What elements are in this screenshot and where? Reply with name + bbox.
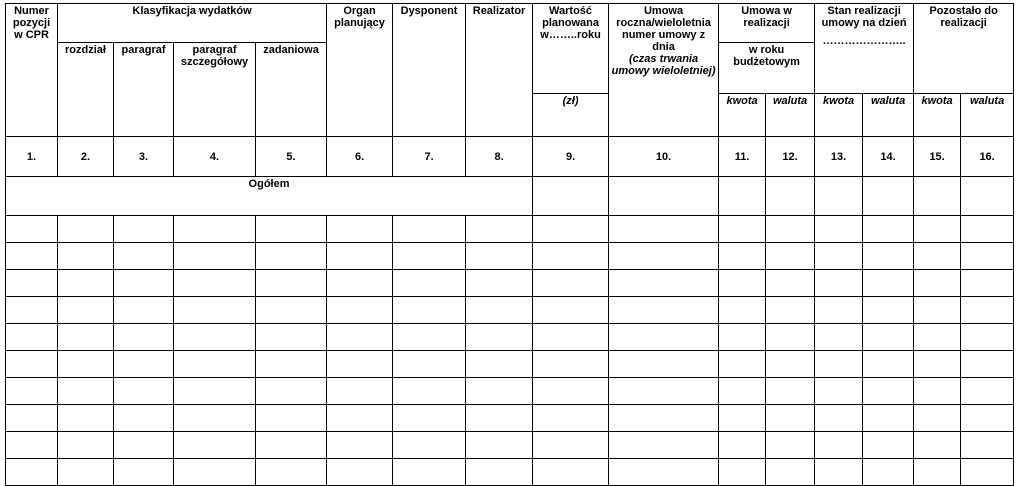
table-row — [6, 459, 1014, 486]
column-number: 15. — [914, 137, 961, 177]
column-number: 4. — [174, 137, 256, 177]
empty-cell[interactable] — [719, 324, 766, 351]
empty-cell[interactable] — [914, 324, 961, 351]
empty-cell[interactable] — [914, 351, 961, 378]
empty-cell[interactable] — [766, 324, 815, 351]
table-row — [6, 432, 1014, 459]
header-waluta: waluta — [863, 94, 914, 137]
column-number: 10. — [609, 137, 719, 177]
empty-cell[interactable] — [815, 378, 863, 405]
empty-cell[interactable] — [58, 459, 114, 486]
empty-cell[interactable] — [327, 297, 393, 324]
table-row — [6, 324, 1014, 351]
empty-cell[interactable] — [766, 243, 815, 270]
empty-cell[interactable] — [393, 243, 466, 270]
empty-cell[interactable] — [327, 216, 393, 243]
empty-cell[interactable] — [327, 405, 393, 432]
empty-cell[interactable] — [174, 324, 256, 351]
empty-cell[interactable] — [533, 351, 609, 378]
column-number: 11. — [719, 137, 766, 177]
empty-cell[interactable] — [766, 351, 815, 378]
empty-cell[interactable] — [533, 243, 609, 270]
empty-cell[interactable] — [719, 432, 766, 459]
empty-cell[interactable] — [114, 216, 174, 243]
empty-cell[interactable] — [815, 216, 863, 243]
empty-cell[interactable] — [174, 405, 256, 432]
empty-cell[interactable] — [327, 270, 393, 297]
empty-cell[interactable] — [961, 297, 1014, 324]
empty-cell[interactable] — [533, 270, 609, 297]
empty-cell[interactable] — [256, 405, 327, 432]
empty-cell[interactable] — [961, 243, 1014, 270]
empty-cell[interactable] — [466, 378, 533, 405]
table-row — [6, 216, 1014, 243]
table-body — [6, 216, 1014, 486]
header-pozostalo: Pozostało do realizacji — [914, 4, 1014, 94]
total-cell — [863, 177, 914, 216]
empty-cell[interactable] — [719, 243, 766, 270]
empty-cell[interactable] — [961, 324, 1014, 351]
empty-cell[interactable] — [256, 270, 327, 297]
empty-cell[interactable] — [114, 378, 174, 405]
empty-cell[interactable] — [256, 459, 327, 486]
empty-cell[interactable] — [327, 432, 393, 459]
empty-cell[interactable] — [58, 270, 114, 297]
empty-cell[interactable] — [58, 297, 114, 324]
column-number: 2. — [58, 137, 114, 177]
empty-cell[interactable] — [609, 432, 719, 459]
empty-cell[interactable] — [114, 324, 174, 351]
header-waluta: waluta — [961, 94, 1014, 137]
empty-cell[interactable] — [6, 243, 58, 270]
empty-cell[interactable] — [6, 351, 58, 378]
empty-cell[interactable] — [466, 432, 533, 459]
empty-cell[interactable] — [609, 459, 719, 486]
empty-cell[interactable] — [174, 270, 256, 297]
empty-cell[interactable] — [609, 405, 719, 432]
table-row — [6, 351, 1014, 378]
empty-cell[interactable] — [914, 459, 961, 486]
empty-cell[interactable] — [719, 459, 766, 486]
empty-cell[interactable] — [863, 378, 914, 405]
header-wartosc: Wartość planowana w……..roku — [533, 4, 609, 94]
header-umowa-duration: (czas trwania umowy wieloletniej) — [611, 53, 716, 77]
empty-cell[interactable] — [466, 459, 533, 486]
empty-cell[interactable] — [6, 405, 58, 432]
empty-cell[interactable] — [58, 243, 114, 270]
empty-cell[interactable] — [719, 216, 766, 243]
header-kwota: kwota — [914, 94, 961, 137]
total-cell — [914, 177, 961, 216]
header-numer: Numer pozycji w CPR — [6, 4, 58, 137]
empty-cell[interactable] — [533, 432, 609, 459]
empty-cell[interactable] — [256, 216, 327, 243]
empty-cell[interactable] — [609, 351, 719, 378]
column-number: 8. — [466, 137, 533, 177]
empty-cell[interactable] — [609, 297, 719, 324]
total-label: Ogółem — [6, 177, 533, 216]
header-umowa — [609, 4, 719, 137]
empty-cell[interactable] — [815, 432, 863, 459]
empty-cell[interactable] — [815, 297, 863, 324]
header-dysponent: Dysponent — [393, 4, 466, 137]
empty-cell[interactable] — [609, 216, 719, 243]
empty-cell[interactable] — [815, 324, 863, 351]
empty-cell[interactable] — [58, 405, 114, 432]
empty-cell[interactable] — [114, 351, 174, 378]
empty-cell[interactable] — [327, 459, 393, 486]
empty-cell[interactable] — [961, 459, 1014, 486]
column-number: 13. — [815, 137, 863, 177]
empty-cell[interactable] — [719, 405, 766, 432]
empty-cell[interactable] — [961, 270, 1014, 297]
empty-cell[interactable] — [719, 351, 766, 378]
empty-cell[interactable] — [815, 270, 863, 297]
empty-cell[interactable] — [256, 297, 327, 324]
empty-cell[interactable] — [914, 432, 961, 459]
empty-cell[interactable] — [961, 378, 1014, 405]
empty-cell[interactable] — [6, 297, 58, 324]
header-umowa-w-realizacji: Umowa w realizacji — [719, 4, 815, 43]
column-number: 3. — [114, 137, 174, 177]
empty-cell[interactable] — [914, 378, 961, 405]
empty-cell[interactable] — [174, 459, 256, 486]
empty-cell[interactable] — [58, 216, 114, 243]
empty-cell[interactable] — [114, 243, 174, 270]
empty-cell[interactable] — [766, 459, 815, 486]
empty-cell[interactable] — [393, 324, 466, 351]
empty-cell[interactable] — [863, 432, 914, 459]
empty-cell[interactable] — [114, 405, 174, 432]
empty-cell[interactable] — [914, 297, 961, 324]
empty-cell[interactable] — [766, 378, 815, 405]
empty-cell[interactable] — [256, 324, 327, 351]
empty-cell[interactable] — [466, 324, 533, 351]
header-realizator: Realizator — [466, 4, 533, 137]
empty-cell[interactable] — [58, 432, 114, 459]
empty-cell[interactable] — [961, 405, 1014, 432]
empty-cell[interactable] — [174, 351, 256, 378]
empty-cell[interactable] — [58, 324, 114, 351]
empty-cell[interactable] — [609, 243, 719, 270]
column-number: 12. — [766, 137, 815, 177]
empty-cell[interactable] — [533, 324, 609, 351]
empty-cell[interactable] — [914, 243, 961, 270]
empty-cell[interactable] — [6, 459, 58, 486]
empty-cell[interactable] — [766, 297, 815, 324]
empty-cell[interactable] — [766, 432, 815, 459]
empty-cell[interactable] — [815, 405, 863, 432]
empty-cell[interactable] — [863, 297, 914, 324]
empty-cell[interactable] — [256, 432, 327, 459]
header-w-roku: w roku budżetowym — [719, 43, 815, 94]
empty-cell[interactable] — [815, 243, 863, 270]
empty-cell[interactable] — [6, 324, 58, 351]
empty-cell[interactable] — [6, 432, 58, 459]
empty-cell[interactable] — [393, 432, 466, 459]
empty-cell[interactable] — [815, 459, 863, 486]
header-waluta: waluta — [766, 94, 815, 137]
empty-cell[interactable] — [914, 270, 961, 297]
empty-cell[interactable] — [174, 216, 256, 243]
empty-cell[interactable] — [863, 351, 914, 378]
empty-cell[interactable] — [863, 405, 914, 432]
empty-cell[interactable] — [961, 216, 1014, 243]
empty-cell[interactable] — [256, 378, 327, 405]
empty-cell[interactable] — [58, 378, 114, 405]
header-kwota: kwota — [719, 94, 766, 137]
empty-cell[interactable] — [863, 270, 914, 297]
header-zadaniowa: zadaniowa — [256, 43, 327, 137]
empty-cell[interactable] — [766, 216, 815, 243]
total-cell — [533, 177, 609, 216]
empty-cell[interactable] — [393, 351, 466, 378]
empty-cell[interactable] — [815, 351, 863, 378]
empty-cell[interactable] — [863, 459, 914, 486]
empty-cell[interactable] — [6, 216, 58, 243]
empty-cell[interactable] — [174, 432, 256, 459]
header-paragraf: paragraf — [114, 43, 174, 137]
empty-cell[interactable] — [766, 270, 815, 297]
empty-cell[interactable] — [609, 324, 719, 351]
column-number: 14. — [863, 137, 914, 177]
empty-cell[interactable] — [327, 378, 393, 405]
header-stan — [815, 4, 914, 94]
table-row — [6, 405, 1014, 432]
empty-cell[interactable] — [466, 351, 533, 378]
empty-cell[interactable] — [256, 351, 327, 378]
empty-cell[interactable] — [256, 243, 327, 270]
total-cell — [766, 177, 815, 216]
empty-cell[interactable] — [6, 270, 58, 297]
column-number: 9. — [533, 137, 609, 177]
empty-cell[interactable] — [961, 351, 1014, 378]
expense-table — [5, 3, 1014, 486]
empty-cell[interactable] — [6, 378, 58, 405]
header-klasyfikacja: Klasyfikacja wydatków — [58, 4, 327, 43]
empty-cell[interactable] — [863, 324, 914, 351]
empty-cell[interactable] — [533, 216, 609, 243]
empty-cell[interactable] — [914, 405, 961, 432]
empty-cell[interactable] — [58, 351, 114, 378]
empty-cell[interactable] — [393, 378, 466, 405]
empty-cell[interactable] — [719, 270, 766, 297]
empty-cell[interactable] — [114, 432, 174, 459]
total-cell — [609, 177, 719, 216]
column-number: 16. — [961, 137, 1014, 177]
empty-cell[interactable] — [609, 270, 719, 297]
column-number: 5. — [256, 137, 327, 177]
empty-cell[interactable] — [533, 459, 609, 486]
empty-cell[interactable] — [863, 243, 914, 270]
header-paragraf-szczegolowy: paragraf szczegółowy — [174, 43, 256, 137]
empty-cell[interactable] — [766, 405, 815, 432]
empty-cell[interactable] — [533, 378, 609, 405]
empty-cell[interactable] — [533, 405, 609, 432]
empty-cell[interactable] — [327, 243, 393, 270]
empty-cell[interactable] — [719, 297, 766, 324]
empty-cell[interactable] — [609, 378, 719, 405]
empty-cell[interactable] — [114, 297, 174, 324]
header-rozdzial: rozdział — [58, 43, 114, 137]
table-row — [6, 243, 1014, 270]
empty-cell[interactable] — [393, 297, 466, 324]
empty-cell[interactable] — [719, 378, 766, 405]
table-row — [6, 378, 1014, 405]
empty-cell[interactable] — [533, 297, 609, 324]
header-stan-dots: ………………….. — [822, 35, 906, 47]
empty-cell[interactable] — [466, 243, 533, 270]
empty-cell[interactable] — [466, 405, 533, 432]
column-number: 6. — [327, 137, 393, 177]
table-row — [6, 297, 1014, 324]
header-stan-label: Stan realizacji umowy na dzień — [821, 5, 907, 29]
table-row — [6, 270, 1014, 297]
empty-cell[interactable] — [466, 270, 533, 297]
column-number: 7. — [393, 137, 466, 177]
empty-cell[interactable] — [393, 270, 466, 297]
header-kwota: kwota — [815, 94, 863, 137]
empty-cell[interactable] — [174, 243, 256, 270]
header-wartosc-unit: (zł) — [533, 94, 609, 137]
empty-cell[interactable] — [174, 378, 256, 405]
column-number: 1. — [6, 137, 58, 177]
empty-cell[interactable] — [914, 216, 961, 243]
empty-cell[interactable] — [466, 297, 533, 324]
header-umowa-main: Umowa roczna/wieloletnia numer umowy z dnia — [616, 5, 711, 53]
empty-cell[interactable] — [327, 351, 393, 378]
total-cell — [815, 177, 863, 216]
empty-cell[interactable] — [961, 432, 1014, 459]
empty-cell[interactable] — [393, 216, 466, 243]
header-organ: Organ planujący — [327, 4, 393, 137]
empty-cell[interactable] — [393, 459, 466, 486]
total-cell — [961, 177, 1014, 216]
empty-cell[interactable] — [327, 324, 393, 351]
empty-cell[interactable] — [114, 459, 174, 486]
empty-cell[interactable] — [466, 216, 533, 243]
empty-cell[interactable] — [863, 216, 914, 243]
total-cell — [719, 177, 766, 216]
empty-cell[interactable] — [114, 270, 174, 297]
empty-cell[interactable] — [174, 297, 256, 324]
empty-cell[interactable] — [393, 405, 466, 432]
